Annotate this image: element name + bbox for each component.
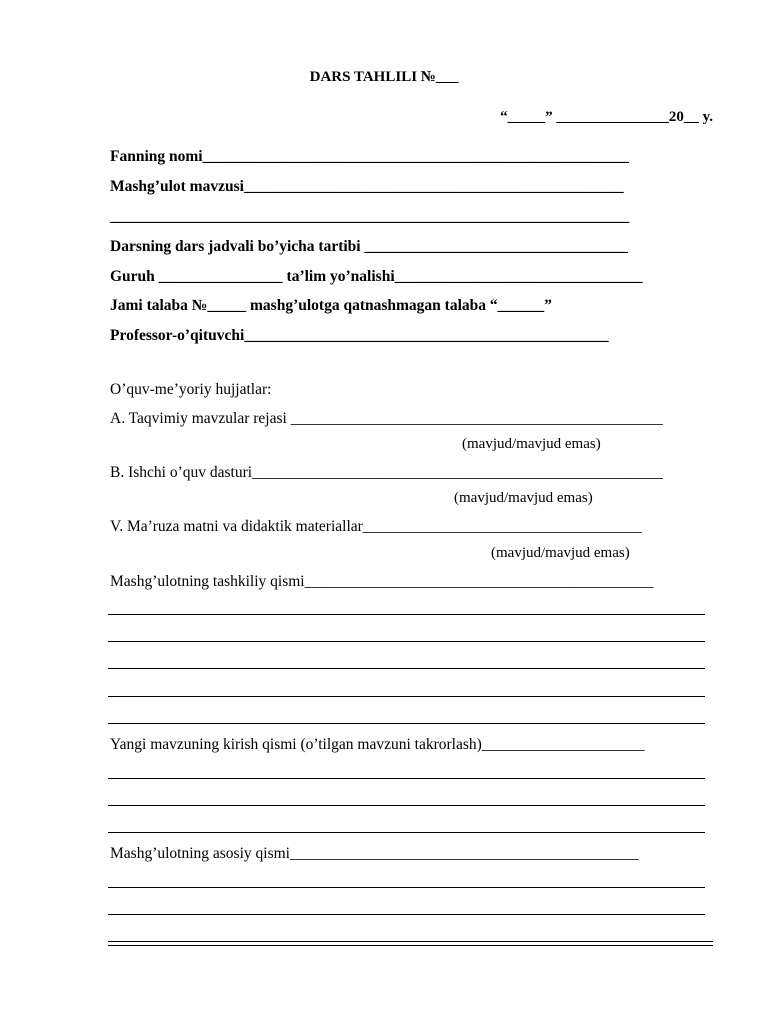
- hujjat-item-a-note: (mavjud/mavjud emas): [462, 436, 601, 452]
- document-title: DARS TAHLILI №___: [309, 69, 459, 85]
- blank-line: [108, 805, 705, 806]
- closing-double-rule-top: [108, 941, 713, 942]
- section-asosiy-qismi: Mashg’ulotning asosiy qismi_____________________________________________: [110, 845, 639, 862]
- blank-line: [108, 723, 705, 724]
- section-kirish-qismi: Yangi mavzuning kirish qismi (o’tilgan mavzuni takrorlash)_____________________: [110, 736, 645, 753]
- closing-double-rule-bottom: [108, 945, 713, 946]
- blank-line: [108, 641, 705, 642]
- blank-line: [108, 832, 705, 833]
- blank-line: [108, 668, 705, 669]
- blank-line: [108, 696, 705, 697]
- field-dars-tartibi: Darsning dars jadvali bo’yicha tartibi __________________________________: [110, 238, 628, 255]
- hujjat-item-a: A. Taqvimiy mavzular rejasi ________________________________________________: [110, 410, 663, 427]
- hujjat-item-b-note: (mavjud/mavjud emas): [454, 490, 593, 506]
- hujjat-item-b: B. Ishchi o’quv dasturi_____________________________________________________: [110, 464, 663, 481]
- field-professor-oqituvchi: Professor-o’qituvchi_______________________________________________: [110, 327, 609, 344]
- field-mavzu-continuation: ___________________________________________________________________: [110, 208, 630, 225]
- blank-line: [108, 778, 705, 779]
- date-line: “_____” _______________20__ y.: [500, 109, 713, 125]
- field-guruh-talim-yonalishi: Guruh ________________ ta’lim yo’nalishi________________________________: [110, 268, 643, 285]
- field-fan-nomi: Fanning nomi_______________________________________________________: [110, 148, 629, 165]
- field-mashgulot-mavzusi: Mashg’ulot mavzusi_________________________________________________: [110, 178, 624, 195]
- field-jami-talaba: Jami talaba №_____ mashg’ulotga qatnashmagan talaba “______”: [110, 297, 552, 314]
- hujjatlar-heading: O’quv-me’yoriy hujjatlar:: [110, 381, 272, 398]
- hujjat-item-v-note: (mavjud/mavjud emas): [491, 545, 630, 561]
- blank-line: [108, 914, 705, 915]
- section-tashkiliy-qismi: Mashg’ulotning tashkiliy qismi_____________________________________________: [110, 573, 654, 590]
- hujjat-item-v: V. Ma’ruza matni va didaktik materiallar____________________________________: [110, 518, 642, 535]
- blank-line: [108, 887, 705, 888]
- blank-line: [108, 614, 705, 615]
